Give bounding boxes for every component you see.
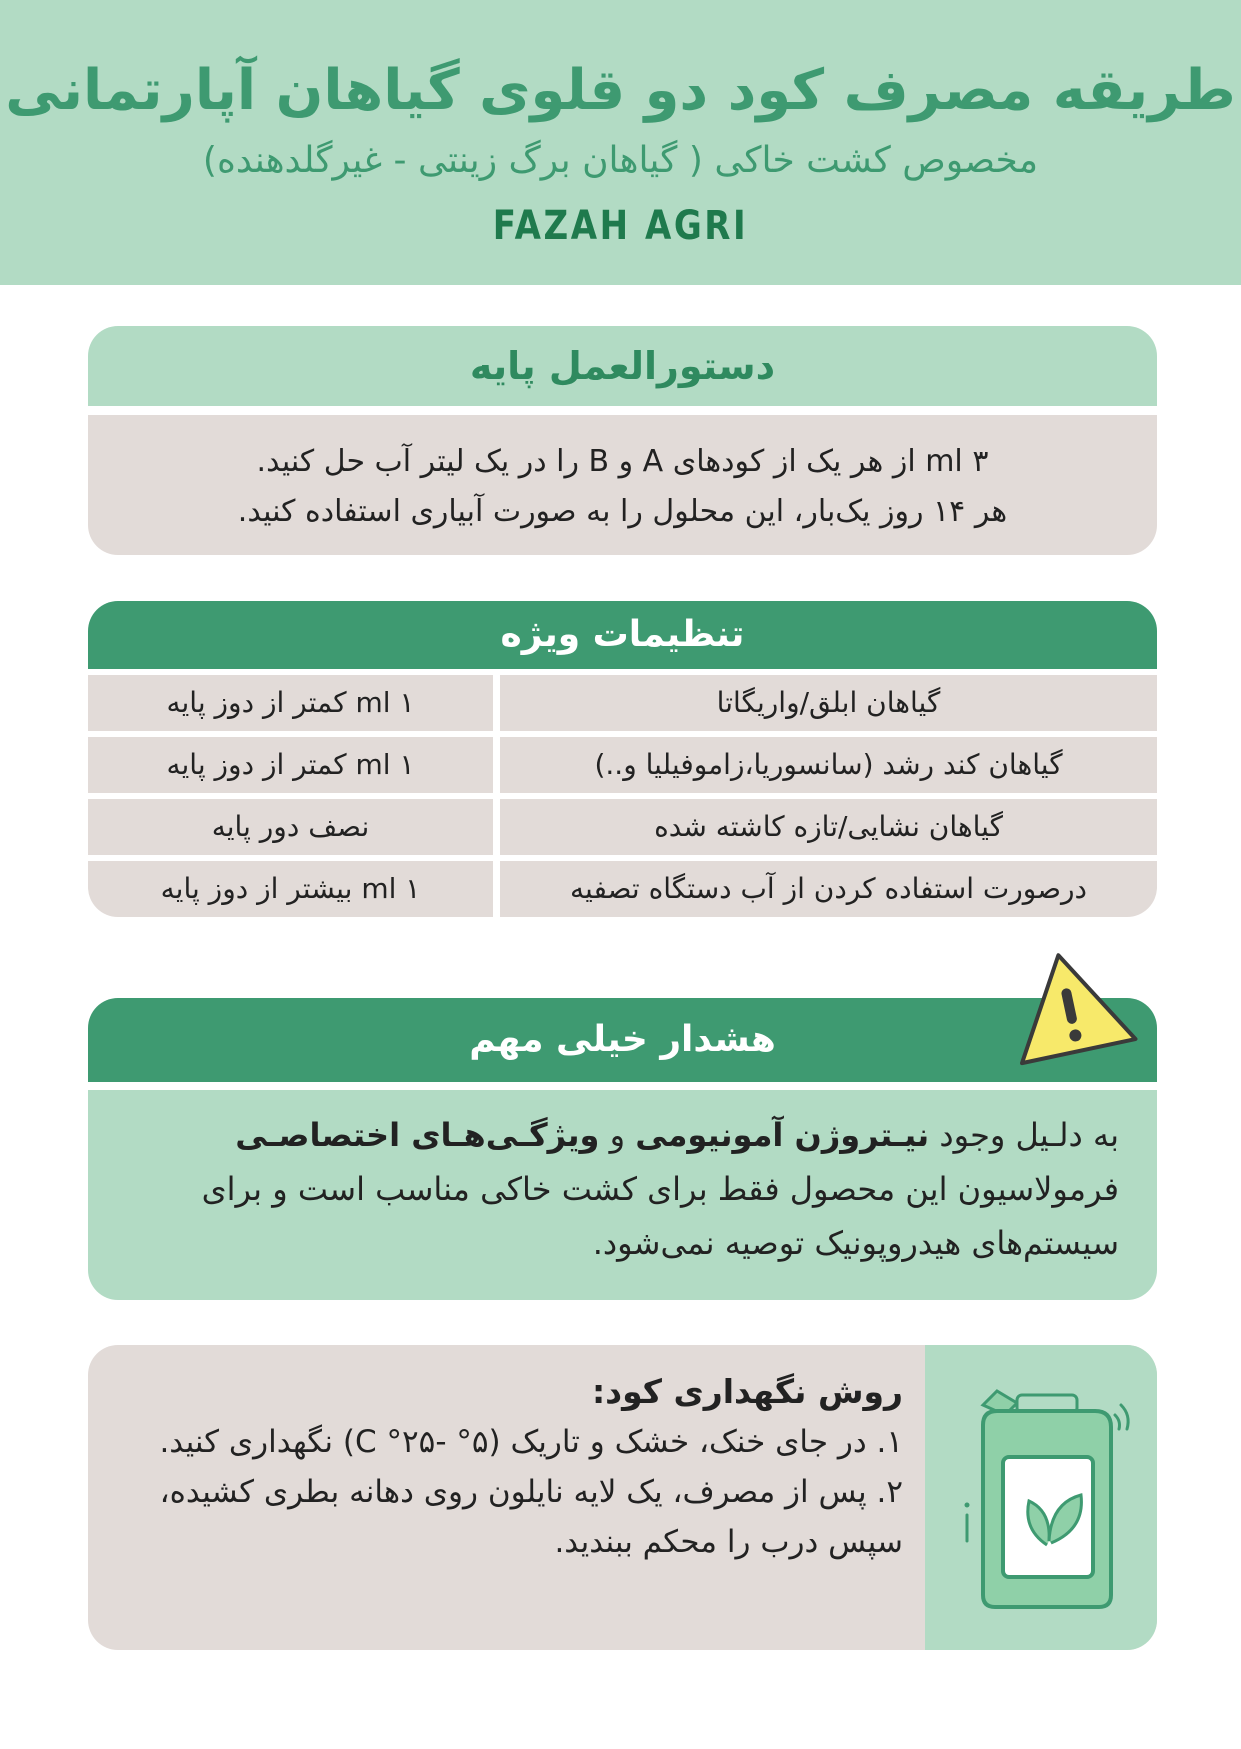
base-instructions-title: دستورالعمل پایه	[88, 326, 1157, 406]
storage-item-1: ۱. در جای خنک، خشک و تاریک (۵° -۲۵° C) نگهداری کنید.	[159, 1424, 903, 1460]
warning-highlight-features: ویژگـی‌هـای اختصاصـی	[235, 1116, 600, 1154]
warning-text-mid: و	[599, 1116, 636, 1154]
fertilizer-jerrycan-icon	[925, 1345, 1157, 1650]
warning-text-suffix: فرمولاسیون این محصول فقط برای کشت خاکی مناسب است و برای سیستم‌های هیدروپونیک توصیه نمی‌شود.	[201, 1170, 1119, 1262]
storage-text	[118, 1367, 903, 1567]
warning-highlight-nitrogen: نیـتروژن آمونیومی	[635, 1116, 930, 1154]
base-instructions-body	[88, 415, 1157, 555]
warning-text-prefix: به دلـیل وجود	[929, 1116, 1119, 1154]
page-title: طریقه مصرف کود دو قلوی گیاهان آپارتمانی	[5, 58, 1236, 123]
table-cell-adjustment: ۱ ml کمتر از دوز پایه	[88, 675, 493, 731]
table-cell-condition: گیاهان نشایی/تازه کاشته شده	[500, 799, 1157, 855]
storage-item-2: ۲. پس از مصرف، یک لایه نایلون روی دهانه بطری کشیده، سپس درب را محکم ببندید.	[159, 1474, 903, 1560]
warning-triangle-icon	[1000, 940, 1140, 1070]
table-cell-condition: درصورت استفاده کردن از آب دستگاه تصفیه	[500, 861, 1157, 917]
base-instructions-line-1: ۳ ml از هر یک از کودهای A و B را در یک لیتر آب حل کنید.	[256, 444, 989, 479]
table-row	[88, 737, 1157, 793]
table-row	[88, 799, 1157, 855]
special-settings-title: تنظیمات ویژه	[88, 601, 1157, 669]
storage-title: روش نگهداری کود:	[591, 1372, 903, 1411]
warning-body	[88, 1090, 1157, 1300]
special-settings-table	[88, 675, 1157, 917]
storage-icon-panel	[925, 1345, 1157, 1650]
page-subtitle: مخصوص کشت خاکی ( گیاهان برگ زینتی - غیرگلدهنده)	[202, 140, 1039, 181]
table-row	[88, 861, 1157, 917]
brand-logo: FAZAH AGRI	[492, 203, 749, 249]
base-instructions-line-2: هر ۱۴ روز یک‌بار، این محلول را به صورت آبیاری استفاده کنید.	[237, 494, 1008, 529]
table-cell-condition: گیاهان کند رشد (سانسوریا،زاموفیلیا و..)	[500, 737, 1157, 793]
warning-title: هشدار خیلی مهم	[88, 998, 1157, 1082]
table-cell-adjustment: نصف دور پایه	[88, 799, 493, 855]
table-row	[88, 675, 1157, 731]
table-cell-condition: گیاهان ابلق/واریگاتا	[500, 675, 1157, 731]
storage-card	[88, 1345, 1157, 1650]
table-cell-adjustment: ۱ ml بیشتر از دوز پایه	[88, 861, 493, 917]
table-cell-adjustment: ۱ ml کمتر از دوز پایه	[88, 737, 493, 793]
header	[0, 0, 1241, 285]
